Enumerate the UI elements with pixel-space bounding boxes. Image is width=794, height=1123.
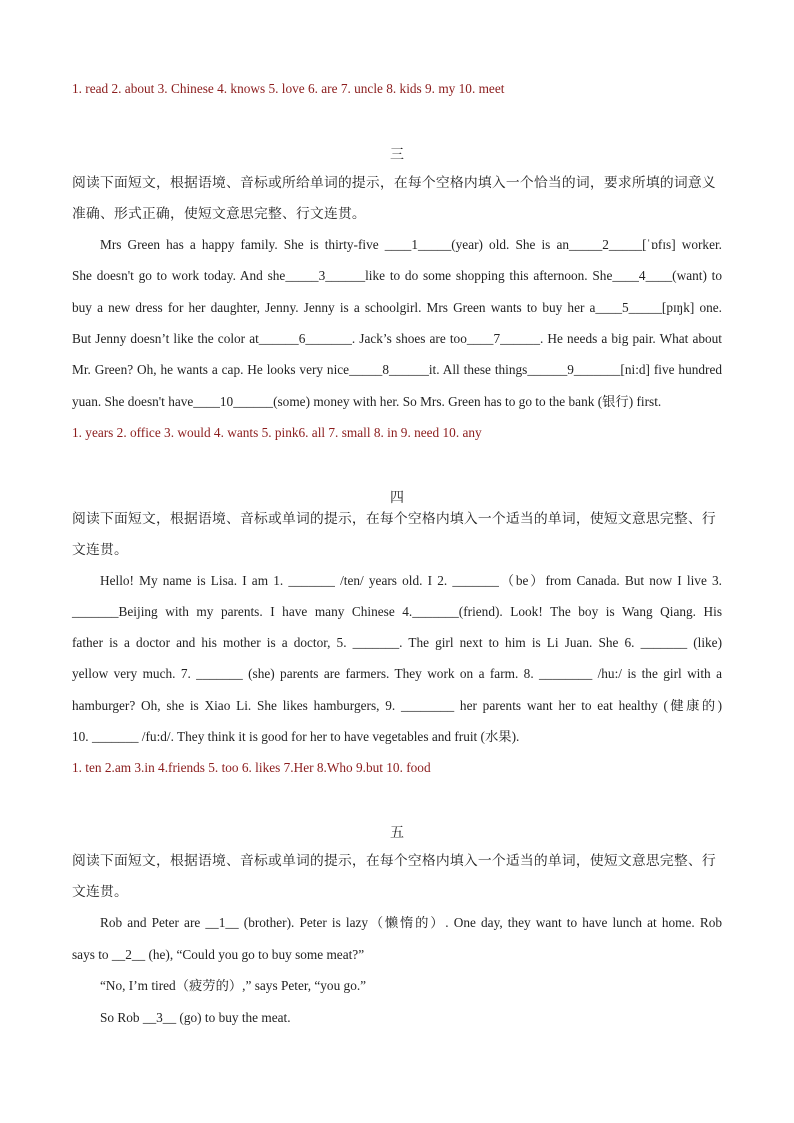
passage-line: But Jenny doesn’t like the color at______6_______. Jack’s shoes are too____7______. He needs a big pair. What about	[72, 331, 722, 346]
passage-line: So Rob __3__ (go) to buy the meat.	[100, 1010, 291, 1025]
passage-line: Mr. Green? Oh, he wants a cap. He looks very nice_____8______it. All these things______9_______[ni:d] five hundred	[72, 362, 722, 377]
instructions-line-2: 准确、形式正确，使短文意思完整、行文连贯。	[72, 206, 366, 221]
answers-top: 1. read 2. about 3. Chinese 4. knows 5. love 6. are 7. uncle 8. kids 9. my 10. meet	[72, 81, 505, 96]
section-heading: 五	[390, 826, 404, 841]
answer-key: 1. ten 2.am 3.in 4.friends 5. too 6. likes 7.Her 8.Who 9.but 10. food	[72, 760, 431, 775]
passage-line: yellow very much. 7. _______ (she) parents are farmers. They work on a farm. 8. ________ /hu:/ is the girl with a	[72, 666, 722, 681]
passage-line: says to __2__ (he), “Could you go to buy some meat?”	[72, 947, 365, 962]
passage-line: yuan. She doesn't have____10______(some) money with her. So Mrs. Green has to go to the bank (银行) first.	[72, 394, 662, 409]
passage-line: Hello! My name is Lisa. I am 1. _______ /ten/ years old. I 2. _______（be）from Canada. But now I live 3.	[100, 573, 722, 588]
passage-line: father is a doctor and his mother is a doctor, 5. _______. The girl next to him is Li Juan. She 6. _______ (like)	[72, 635, 722, 650]
passage-line: Mrs Green has a happy family. She is thirty-five ____1_____(year) old. She is an_____2_____[ˈɒfɪs] worker.	[100, 237, 722, 252]
instructions-line-2: 文连贯。	[72, 542, 128, 557]
instructions-line-1: 阅读下面短文，根据语境、音标或单词的提示，在每个空格内填入一个适当的单词，使短文意思完整、行	[72, 853, 716, 868]
passage-line: “No, I’m tired（疲劳的）,” says Peter, “you go.”	[100, 978, 367, 993]
instructions-line-2: 文连贯。	[72, 884, 128, 899]
passage-line: Rob and Peter are __1__ (brother). Peter is lazy（懒惰的）. One day, they want to have lunch at home. Rob	[100, 915, 722, 930]
section-heading: 三	[390, 148, 404, 163]
passage-line: hamburger? Oh, she is Xiao Li. She likes hamburgers, 9. ________ her parents want her to eat healthy (健康的)	[72, 698, 722, 713]
passage-line: _______Beijing with my parents. I have many Chinese 4._______(friend). Look! The boy is Wang Qiang. His	[72, 604, 722, 619]
instructions-line-1: 阅读下面短文，根据语境、音标或所给单词的提示，在每个空格内填入一个恰当的词，要求所填的词意义	[72, 175, 716, 190]
passage-line: 10. _______ /fu:d/. They think it is good for her to have vegetables and fruit (水果).	[72, 729, 520, 744]
instructions-line-1: 阅读下面短文，根据语境、音标或单词的提示，在每个空格内填入一个适当的单词，使短文意思完整、行	[72, 511, 716, 526]
passage-line: She doesn't go to work today. And she_____3______like to do some shopping this afternoon. She____4____(want) to	[72, 268, 722, 283]
passage-line: buy a new dress for her daughter, Jenny. Jenny is a schoolgirl. Mrs Green wants to buy her a____5_____[pɪŋk] one.	[72, 300, 722, 315]
section-heading: 四	[390, 491, 404, 506]
answer-key: 1. years 2. office 3. would 4. wants 5. pink6. all 7. small 8. in 9. need 10. any	[72, 425, 482, 440]
